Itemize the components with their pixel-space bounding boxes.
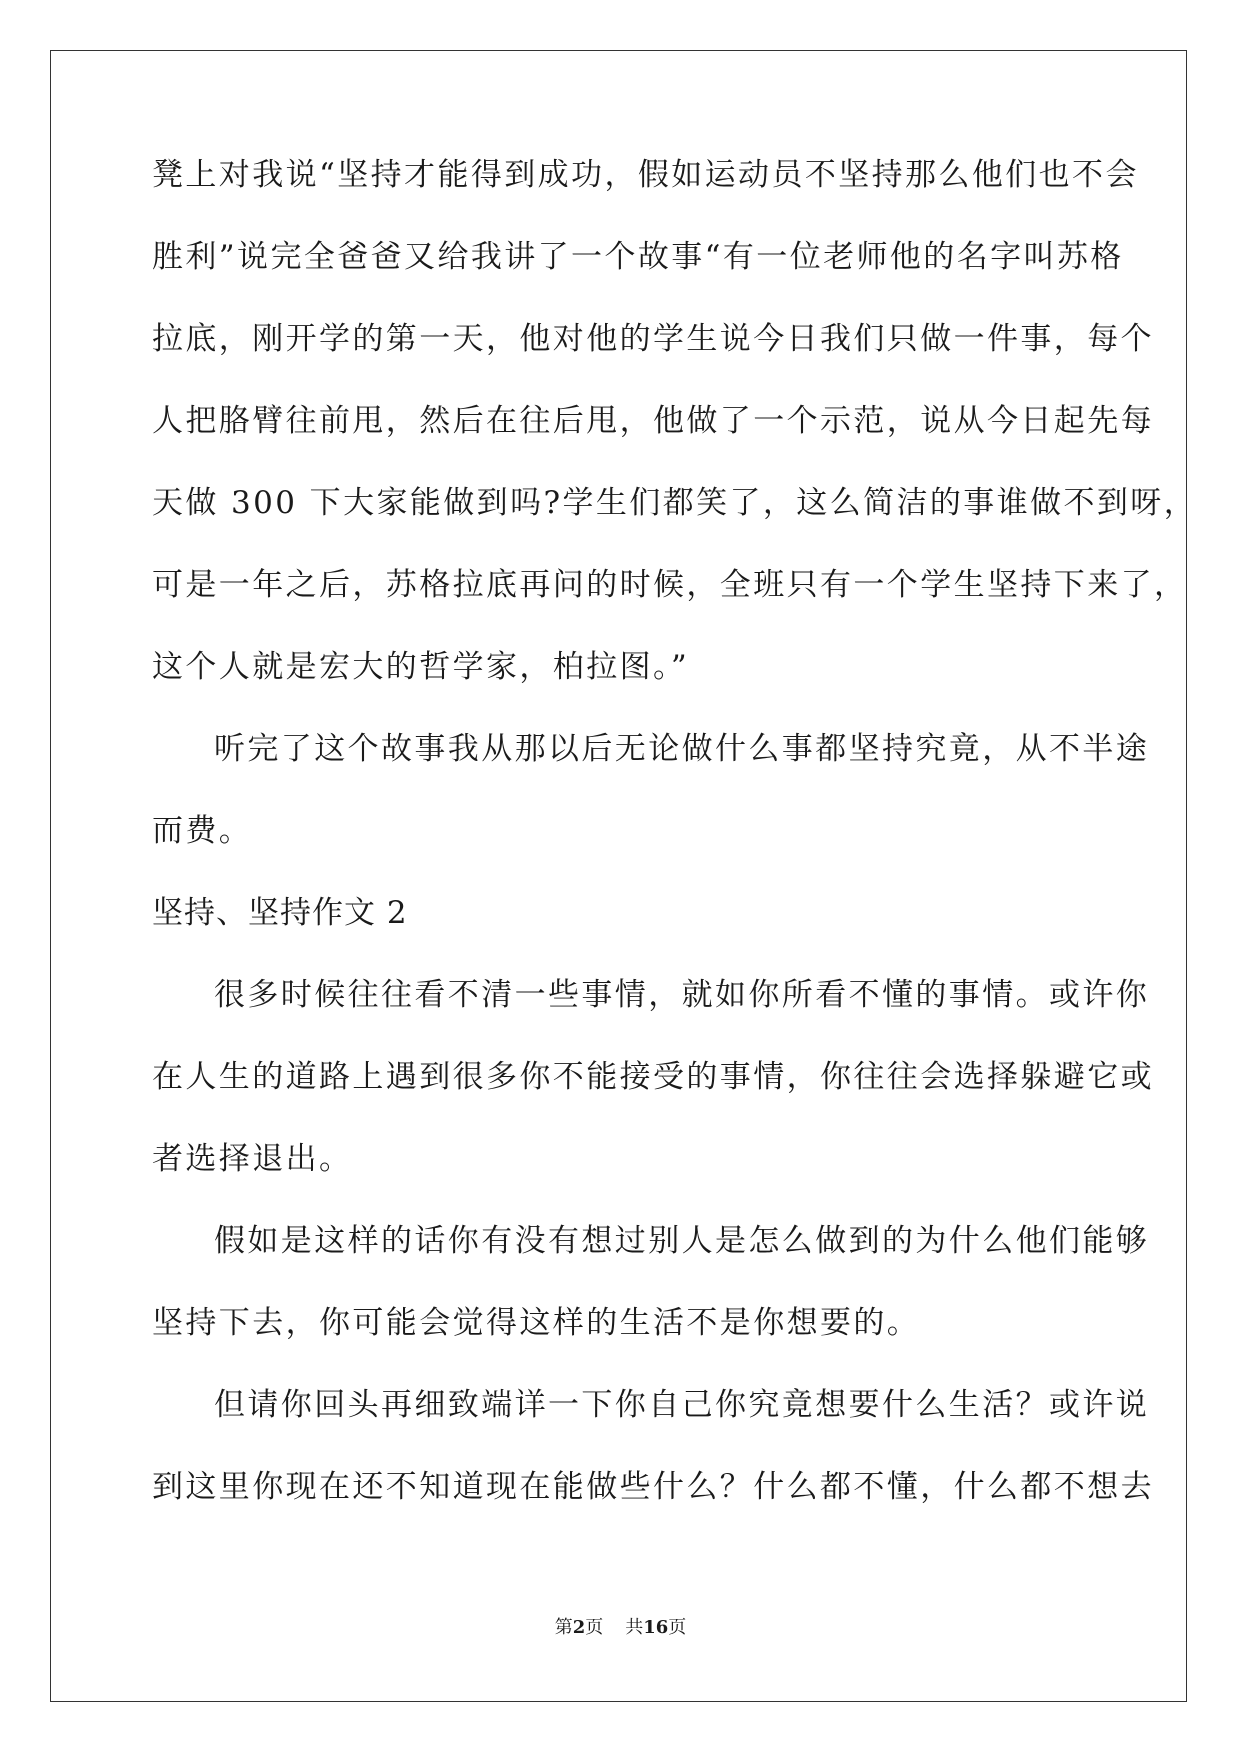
page-footer	[0, 1616, 1241, 1640]
page-prefix: 第	[554, 1617, 573, 1638]
total-suffix: 页	[668, 1617, 687, 1638]
paragraph-first-line: 听完了这个故事我从那以后无论做什么事都坚持究竟，从不半途	[214, 731, 1150, 767]
paragraph-first-line: 很多时候往往看不清一些事情，就如你所看不懂的事情。或许你	[214, 977, 1150, 1013]
text-line: 拉底，刚开学的第一天，他对他的学生说今日我们只做一件事，每个	[152, 321, 1154, 357]
text-line: 凳上对我说“坚持才能得到成功，假如运动员不坚持那么他们也不会	[152, 157, 1139, 193]
total-prefix: 共	[625, 1617, 644, 1638]
paragraph-first-line: 假如是这样的话你有没有想过别人是怎么做到的为什么他们能够	[214, 1223, 1150, 1259]
page-current: 2	[572, 1617, 586, 1638]
text-line: 坚持下去，你可能会觉得这样的生活不是你想要的。	[152, 1305, 921, 1341]
text-line: 而费。	[152, 813, 253, 849]
text-line: 到这里你现在还不知道现在能做些什么？什么都不懂，什么都不想去	[152, 1469, 1154, 1505]
page-total: 16	[643, 1617, 669, 1638]
page-suffix: 页	[585, 1617, 604, 1638]
text-line: 胜利”说完全爸爸又给我讲了一个故事“有一位老师他的名字叫苏格	[152, 239, 1124, 275]
text-line: 人把胳臂往前甩，然后在往后甩，他做了一个示范，说从今日起先每	[152, 403, 1154, 439]
text-line: 在人生的道路上遇到很多你不能接受的事情，你往往会选择躲避它或	[152, 1059, 1154, 1095]
text-line: 可是一年之后，苏格拉底再问的时候，全班只有一个学生坚持下来了，	[152, 567, 1188, 603]
text-line: 天做 300 下大家能做到吗?学生们都笑了，这么简洁的事谁做不到呀，	[152, 485, 1198, 521]
text-line: 者选择退出。	[152, 1141, 353, 1177]
paragraph-first-line: 但请你回头再细致端详一下你自己你究竟想要什么生活？或许说	[214, 1387, 1150, 1423]
text-line: 这个人就是宏大的哲学家，柏拉图。”	[152, 649, 690, 685]
section-heading: 坚持、坚持作文 2	[152, 895, 408, 931]
document-body	[152, 155, 1198, 1549]
